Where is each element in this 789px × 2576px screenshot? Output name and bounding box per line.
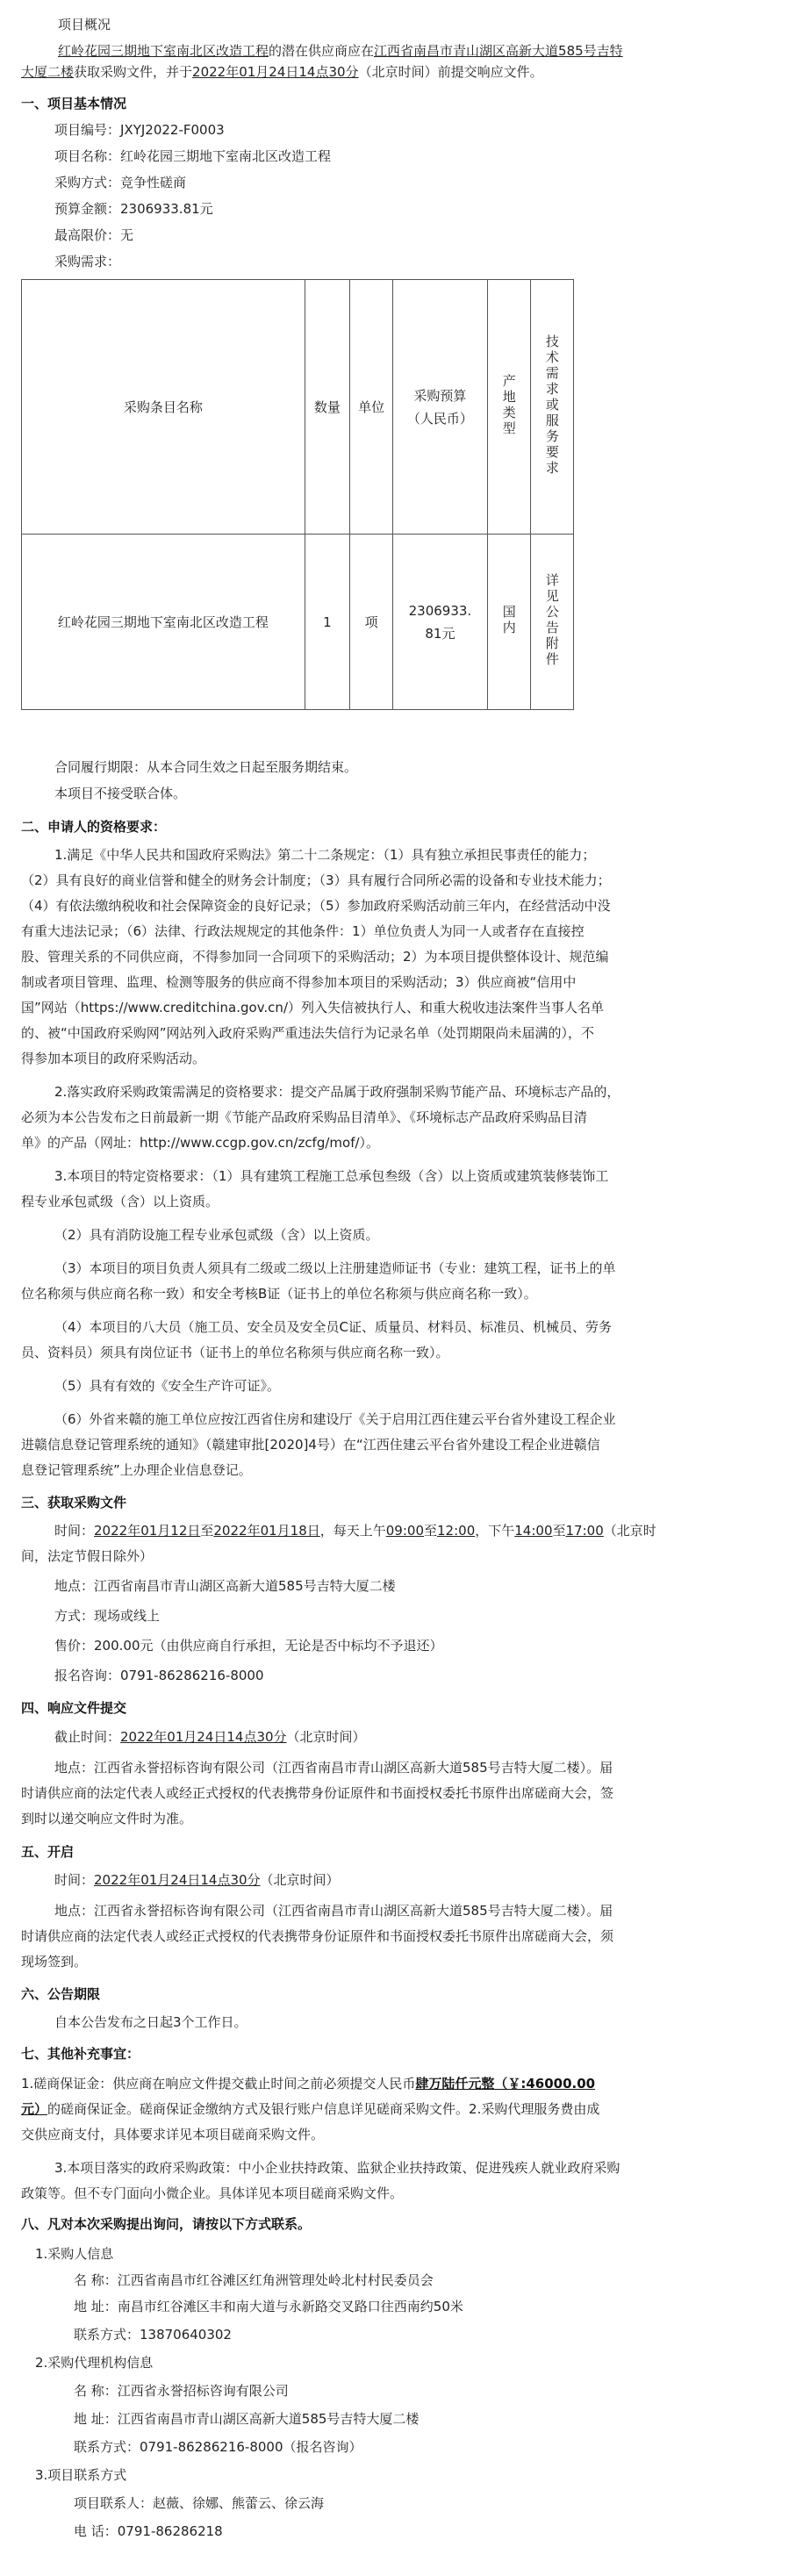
para-line: 2.落实政府采购政策需满足的资格要求：提交产品属于政府强制采购节能产品、环境标志产品的， (54, 1084, 620, 1100)
cell-unit: 项 (350, 535, 393, 710)
para-line: 股、管理关系的不同供应商，不得参加同一合同项下的采购活动；2）为本项目提供整体设计、规范编 (21, 949, 609, 965)
label: 截止时间： (54, 1729, 121, 1745)
submit-address-line: 时请供应商的法定代表人或经正式授权的代表携带身份证原件和书面授权委托书原件出席磋商大会，签 (21, 1785, 614, 1801)
para-line: （4）有依法缴纳税收和社会保障资金的良好记录；（5）参加政府采购活动前三年内，在经营活动中没 (21, 898, 611, 914)
registration-contact: 报名咨询：0791-86286216-8000 (54, 1668, 264, 1683)
pickup-address: 地点：江西省南昌市青山湖区高新大道585号吉特大厦二楼 (54, 1578, 396, 1594)
project-contact-title: 3.项目联系方式 (35, 2467, 127, 2483)
agency-title: 2.采购代理机构信息 (35, 2355, 154, 2371)
para-line: （6）外省来赣的施工单位应按江西省住房和建设厅《关于启用江西住建云平台省外建设工程企业 (54, 1411, 616, 1427)
overview-title: 项目概况 (58, 17, 111, 32)
pickup-address-cont: 大厦二楼 (21, 64, 75, 80)
section-5-heading: 五、开启 (21, 1844, 75, 1860)
cell-tech-req: 详见公告附件 (530, 535, 573, 710)
header-unit: 单位 (350, 280, 393, 535)
table-row (22, 535, 574, 710)
qualification-para-4: （2）具有消防设施工程专业承包贰级（含）以上资质。 (54, 1227, 379, 1243)
para-line: 的、被“中国政府采购网”网站列入政府采购严重违法失信行为记录名单（处罚期限尚未届满的），不 (21, 1025, 595, 1041)
text: ，下午 (475, 1523, 515, 1539)
no-consortium: 本项目不接受联合体。 (54, 786, 187, 801)
submit-deadline-line (54, 1725, 789, 1749)
submit-address-line: 地点：江西省永誉招标咨询有限公司（江西省南昌市青山湖区高新大道585号吉特大厦二楼）。届 (54, 1760, 613, 1776)
label: 时间： (54, 1872, 95, 1888)
policy-line-1: 3.本项目落实的政府采购政策：中小企业扶持政策、监狱企业扶持政策、促进残疾人就业政府采购 (54, 2160, 620, 2176)
para-line: 有重大违法记录；（6）法律、行政法规规定的其他条件：1）单位负责人为同一人或者存在直接控 (21, 923, 585, 939)
label: 时间： (54, 1523, 95, 1539)
para-line: 制或者项目管理、监理、检测等服务的供应商不得参加本项目的采购活动；3）供应商被“信用中 (21, 974, 577, 990)
purchaser-address: 地 址：南昌市红谷滩区丰和南大道与永新路交叉路口往西南约50米 (74, 2299, 463, 2314)
header-tech-requirements: 技术需求或服务要求 (530, 280, 573, 535)
overview-text: 获取采购文件，并于 (74, 64, 193, 80)
procurement-method: 采购方式：竞争性磋商 (54, 175, 187, 190)
pickup-address: 江西省南昌市青山湖区高新大道585号吉特 (374, 43, 623, 59)
overview-text: （北京时间）前提交响应文件。 (358, 64, 543, 80)
pm-start: 14:00 (514, 1523, 553, 1539)
text: （北京时间） (260, 1872, 340, 1888)
pm-end: 17:00 (565, 1523, 604, 1539)
cell-item-name: 红岭花园三期地下室南北区改造工程 (22, 535, 305, 710)
para-line: 程专业承包贰级（含）以上资质。 (21, 1194, 219, 1209)
header-quantity: 数量 (305, 280, 349, 535)
max-price: 最高限价：无 (54, 227, 134, 243)
deposit-amount: 肆万陆仟元整（￥:46000.00 (415, 2076, 596, 2092)
text: （北京时间） (286, 1729, 366, 1745)
section-3-heading: 三、获取采购文件 (21, 1495, 127, 1510)
opening-date: 2022年01月24日14点30分 (94, 1872, 261, 1888)
deposit-line-2 (21, 2097, 789, 2121)
policy-line-2: 政策等。但不专门面向小微企业。具体详见本项目磋商采购文件。 (21, 2185, 404, 2201)
project-code: 项目编号：JXYJ2022-F0003 (54, 122, 225, 138)
deadline-date: 2022年01月24日14点30分 (120, 1729, 287, 1745)
budget-amount: 预算金额：2306933.81元 (54, 201, 213, 217)
am-end: 12:00 (437, 1523, 476, 1539)
project-contact-people: 项目联系人：赵薇、徐娜、熊蕾云、徐云海 (74, 2495, 325, 2511)
cell-quantity: 1 (305, 535, 349, 710)
opening-time-line (54, 1868, 789, 1892)
project-name: 项目名称：红岭花园三期地下室南北区改造工程 (54, 148, 332, 164)
para-line: 单》的产品（网址：http://www.ccgp.gov.cn/zcfg/mof/）。 (21, 1135, 380, 1151)
submit-deadline: 2022年01月24日14点30分 (192, 64, 359, 80)
text: ，每天上午 (319, 1523, 386, 1539)
para-line: 国”网站（https://www.creditchina.gov.cn/）列入失信被执行人、和重大税收违法案件当事人名单 (21, 1000, 604, 1015)
deposit-line-3: 交供应商支付，具体要求详见本项目磋商采购文件。 (21, 2127, 325, 2142)
project-name-link: 红岭花园三期地下室南北区改造工程 (58, 43, 269, 59)
agency-name: 名 称：江西省永誉招标咨询有限公司 (74, 2383, 289, 2399)
purchaser-name: 名 称：江西省南昌市红谷滩区红角洲管理处岭北村村民委员会 (74, 2272, 434, 2288)
start-date: 2022年01月12日 (94, 1523, 201, 1539)
text: 的磋商保证金。磋商保证金缴纳方式及银行账户信息详见磋商采购文件。2.采购代理服务费由成 (47, 2101, 600, 2117)
deposit-amount-cont: 元） (21, 2101, 48, 2117)
section-4-heading: 四、响应文件提交 (21, 1700, 127, 1716)
para-line: （4）本项目的八大员（施工员、安全员及安全员C证、质量员、材料员、标准员、机械员、劳务 (54, 1319, 613, 1335)
requirements-label: 采购需求： (54, 254, 121, 269)
project-contact-phone: 电 话：0791-86286218 (74, 2523, 223, 2539)
cell-origin: 国内 (487, 535, 530, 710)
overview-text: 的潜在供应商应在 (269, 43, 375, 59)
para-line: 员、资料员）须具有岗位证书（证书上的单位名称须与供应商名称一致）。 (21, 1345, 449, 1360)
qualification-para-7: （5）具有有效的《安全生产许可证》。 (54, 1378, 281, 1394)
opening-address-line: 地点：江西省永誉招标咨询有限公司（江西省南昌市青山湖区高新大道585号吉特大厦二楼）。届 (54, 1903, 613, 1919)
document-price: 售价：200.00元（由供应商自行承担，无论是否中标均不予退还） (54, 1638, 443, 1654)
opening-address-line: 现场签到。 (21, 1954, 88, 1970)
para-line: （2）具有良好的商业信誉和健全的财务会计制度；（3）具有履行合同所必需的设备和专业技术能力； (21, 872, 611, 888)
para-line: 1.满足《中华人民共和国政府采购法》第二十二条规定：（1）具有独立承担民事责任的能力； (54, 847, 596, 863)
submit-address-line: 到时以递交响应文件时为准。 (21, 1811, 193, 1826)
text: 至 (424, 1523, 438, 1539)
para-line: 必须为本公告发布之日前最新一期《节能产品政府采购品目清单》、《环境标志产品政府采购品目清 (21, 1109, 588, 1125)
section-2-heading: 二、申请人的资格要求： (21, 819, 167, 835)
purchaser-title: 1.采购人信息 (35, 2246, 114, 2262)
pickup-time-line-2: 间，法定节假日除外） (21, 1548, 154, 1564)
header-budget: 采购预算（人民币） (393, 280, 488, 535)
text: 至 (552, 1523, 566, 1539)
section-8-heading: 八、凡对本次采购提出询问，请按以下方式联系。 (21, 2216, 312, 2232)
contract-period: 合同履行期限：从本合同生效之日起至服务期结束。 (54, 759, 358, 775)
end-date: 2022年01月18日 (213, 1523, 320, 1539)
table-header-row (22, 280, 574, 535)
overview-line-2 (21, 60, 789, 84)
section-1-heading: 一、项目基本情况 (21, 96, 127, 111)
agency-address: 地 址：江西省南昌市青山湖区高新大道585号吉特大厦二楼 (74, 2411, 420, 2427)
requirements-table (21, 279, 574, 710)
para-line: 得参加本项目的政府采购活动。 (21, 1051, 206, 1066)
section-6-heading: 六、公告期限 (21, 1986, 101, 2002)
para-line: 息登记管理系统”上办理企业信息登记。 (21, 1462, 252, 1478)
text: （北京时 (603, 1523, 656, 1539)
announcement-period: 自本公告发布之日起3个工作日。 (54, 2014, 247, 2030)
para-line: （3）本项目的项目负责人须具有二级或二级以上注册建造师证书（专业：建筑工程，证书上的单 (54, 1260, 616, 1276)
pickup-time-line-1 (54, 1518, 789, 1543)
text: 至 (200, 1523, 214, 1539)
para-line: 3.本项目的特定资格要求：（1）具有建筑工程施工总承包叁级（含）以上资质或建筑装修装饰工 (54, 1168, 609, 1184)
section-7-heading: 七、其他补充事宜： (21, 2046, 140, 2062)
para-line: 进赣信息登记管理系统的通知》（赣建审批[2020]4号）在“江西住建云平台省外建设工程企业进赣信 (21, 1437, 600, 1453)
am-start: 09:00 (385, 1523, 424, 1539)
purchaser-contact: 联系方式：13870640302 (74, 2327, 232, 2343)
opening-address-line: 时请供应商的法定代表人或经正式授权的代表携带身份证原件和书面授权委托书原件出席磋商大会，须 (21, 1928, 614, 1944)
text: 1.磋商保证金：供应商在响应文件提交截止时间之前必须提交人民币 (21, 2076, 416, 2092)
cell-budget: 2306933.81元 (393, 535, 488, 710)
para-line: 位名称须与供应商名称一致）和安全考核B证（证书上的单位名称须与供应商名称一致）。 (21, 1286, 537, 1302)
header-item-name: 采购条目名称 (22, 280, 305, 535)
header-origin-type: 产地类型 (487, 280, 530, 535)
pickup-method: 方式：现场或线上 (54, 1608, 161, 1624)
deposit-line-1 (21, 2071, 789, 2096)
agency-contact: 联系方式：0791-86286216-8000（报名咨询） (74, 2439, 362, 2455)
